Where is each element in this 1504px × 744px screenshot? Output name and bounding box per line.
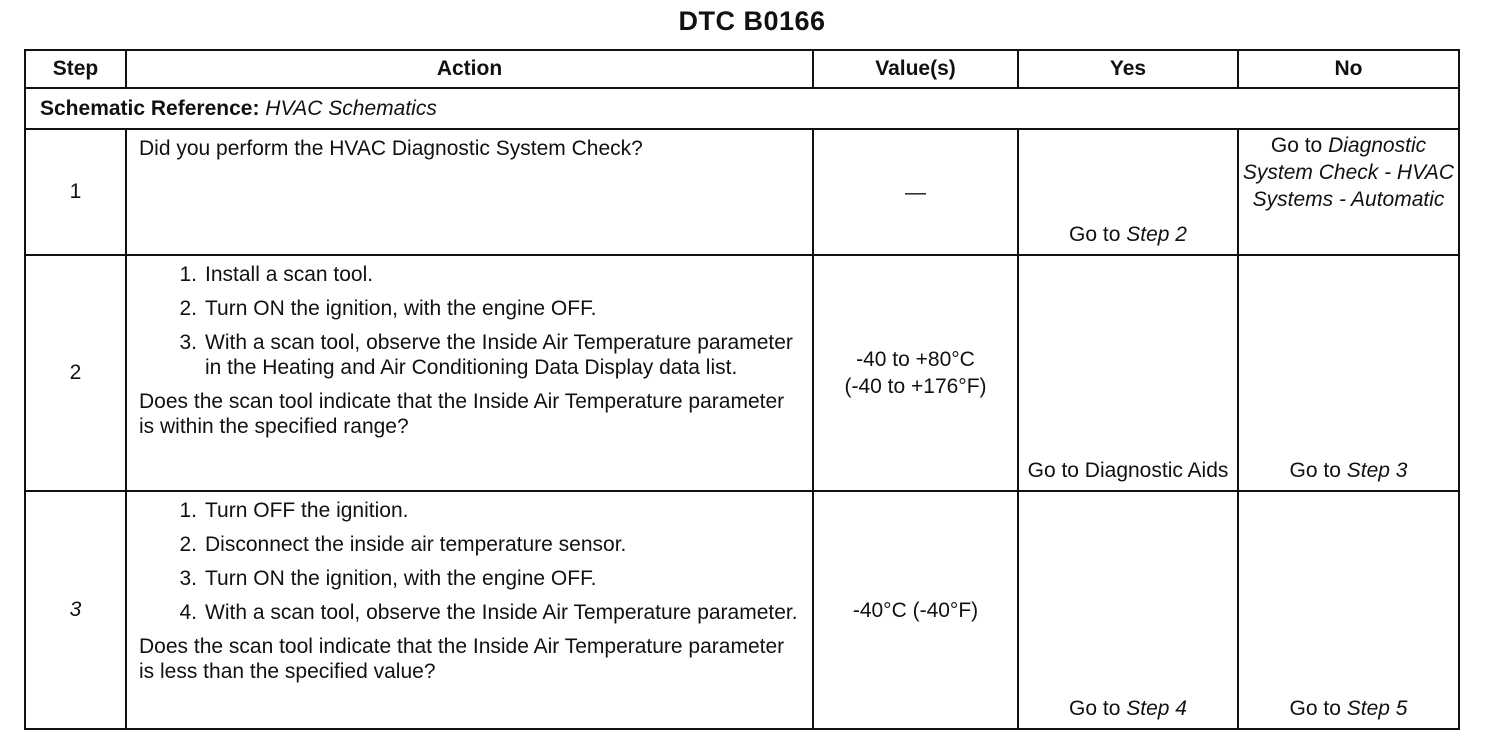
step-number: 2 <box>25 255 126 491</box>
yes-cell <box>1018 491 1238 729</box>
action-list <box>139 498 802 625</box>
list-item-number: 3. <box>179 331 197 354</box>
list-item-number: 1. <box>179 499 197 522</box>
no-link[interactable]: Step 5 <box>1346 697 1408 720</box>
list-item <box>139 532 802 557</box>
list-item <box>139 330 802 380</box>
value-cell <box>813 255 1018 491</box>
yes-link[interactable]: Step 2 <box>1126 223 1187 246</box>
yes-prefix: Go to <box>1069 223 1127 246</box>
header-action: Action <box>126 50 813 88</box>
list-item-number: 2. <box>179 533 197 556</box>
table-row <box>25 129 1459 255</box>
list-item-text: Turn ON the ignition, with the engine OFF. <box>205 567 597 590</box>
list-item-number: 4. <box>179 601 197 624</box>
header-no: No <box>1238 50 1459 88</box>
list-item <box>139 262 802 287</box>
action-cell <box>126 255 813 491</box>
yes-cell <box>1018 129 1238 255</box>
yes-link[interactable]: Go to Diagnostic Aids <box>1027 459 1229 482</box>
header-step: Step <box>25 50 126 88</box>
action-list <box>139 262 802 380</box>
no-cell <box>1238 255 1459 491</box>
value-cell <box>813 129 1018 255</box>
list-item-text: Disconnect the inside air temperature sensor. <box>205 533 627 556</box>
no-prefix: Go to <box>1289 459 1347 482</box>
value-text: — <box>905 180 926 204</box>
table-row <box>25 491 1459 729</box>
yes-cell <box>1018 255 1238 491</box>
list-item-text: Turn OFF the ignition. <box>205 499 409 522</box>
diagnostic-table <box>24 49 1460 730</box>
list-item-text: Turn ON the ignition, with the engine OFF. <box>205 297 597 320</box>
question-text: Did you perform the HVAC Diagnostic System Check? <box>139 137 643 160</box>
page-title: DTC B0166 <box>678 6 826 36</box>
header-values: Value(s) <box>813 50 1018 88</box>
value-cell <box>813 491 1018 729</box>
list-item-text: With a scan tool, observe the Inside Air Temperature parameter in the Heating and Air Conditioning Data Display data list. <box>205 331 793 379</box>
no-link[interactable]: Step 3 <box>1346 459 1408 482</box>
question-text: Does the scan tool indicate that the Inside Air Temperature parameter is less than the specified value? <box>139 635 785 683</box>
question-text: Does the scan tool indicate that the Inside Air Temperature parameter is within the specified range? <box>139 390 785 438</box>
list-item <box>139 600 802 625</box>
no-prefix: Go to <box>1270 134 1329 157</box>
schematic-reference-link[interactable]: HVAC Schematics <box>265 96 437 120</box>
step-number: 3 <box>25 491 126 729</box>
schematic-reference-label: Schematic Reference: <box>40 96 260 120</box>
list-item-text: With a scan tool, observe the Inside Air Temperature parameter. <box>205 601 798 624</box>
value-text-celsius: -40 to +80°C <box>856 348 975 371</box>
no-cell <box>1238 129 1459 255</box>
list-item <box>139 498 802 523</box>
no-cell <box>1238 491 1459 729</box>
header-yes: Yes <box>1018 50 1238 88</box>
no-prefix: Go to <box>1289 697 1347 720</box>
table-row <box>25 255 1459 491</box>
header-row <box>25 50 1459 88</box>
list-item-number: 1. <box>179 263 197 286</box>
schematic-reference-row <box>25 88 1459 129</box>
value-text-fahrenheit: (-40 to +176°F) <box>844 375 987 398</box>
action-cell <box>126 491 813 729</box>
action-cell <box>126 129 813 255</box>
no-link[interactable]: Diagnostic System Check - HVAC Systems - Automatic <box>1242 134 1455 211</box>
list-item <box>139 296 802 321</box>
list-item-text: Install a scan tool. <box>205 263 374 286</box>
yes-link[interactable]: Step 4 <box>1126 697 1187 720</box>
list-item-number: 3. <box>179 567 197 590</box>
yes-prefix: Go to <box>1069 697 1127 720</box>
schematic-reference <box>25 88 1459 129</box>
step-number: 1 <box>25 129 126 255</box>
value-text: -40°C (-40°F) <box>852 598 979 622</box>
list-item-number: 2. <box>179 297 197 320</box>
list-item <box>139 566 802 591</box>
